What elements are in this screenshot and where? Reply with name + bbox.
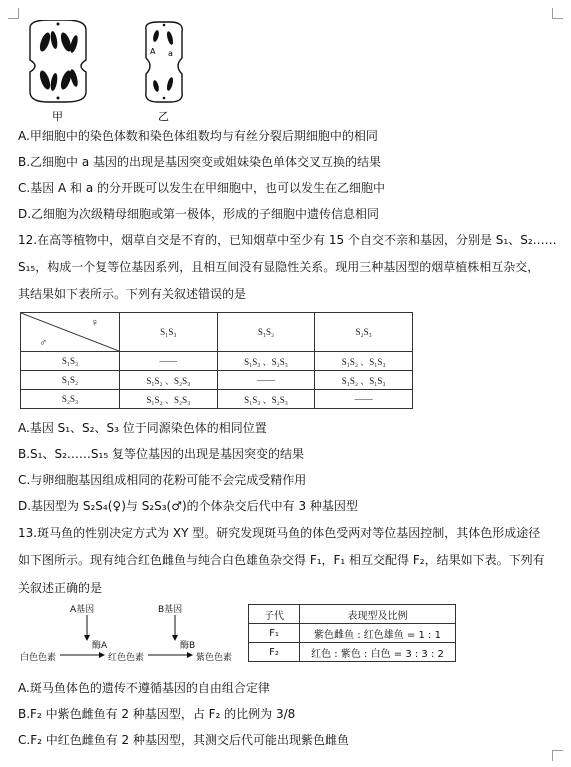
row-header: S₂S₃ — [21, 390, 120, 409]
label-jia: 甲 — [52, 110, 63, 123]
label-yi: 乙 — [158, 110, 169, 123]
table-row — [249, 643, 456, 662]
female-symbol: ♀ — [90, 317, 99, 329]
generation-cell: F₂ — [249, 643, 300, 662]
q12-option-d: D.基因型为 S₂S₄(♀)与 S₂S₃(♂)的个体杂交后代中有 3 种基因型 — [18, 499, 358, 513]
q12-stem-line-1: 12.在高等植物中，烟草自交是不育的，已知烟草中至少有 15 个自交不亲和基因，分别是 S₁、S₂…… — [18, 233, 557, 247]
q13-option-c: C.F₂ 中红色雌鱼有 2 种基因型，其测交后代可能出现紫色雌鱼 — [18, 733, 349, 747]
purple-pigment-label: 紫色色素 — [196, 653, 233, 663]
red-pigment-label: 红色色素 — [108, 653, 145, 663]
cell-yi — [146, 22, 183, 102]
table-corner-cell — [21, 313, 120, 352]
q13-stem-line-2: 如下图所示。现有纯合红色雌鱼与纯合白色雄鱼杂交得 F₁，F₁ 相互交配得 F₂，结果如下表。下列有 — [18, 553, 545, 567]
crop-mark-bottom-right — [552, 750, 563, 761]
gene-label-A: A — [150, 47, 156, 56]
table-cell: S₁S₂ 、S₂S₃ — [120, 371, 218, 390]
q13-option-a: A.斑马鱼体色的遗传不遵循基因的自由组合定律 — [18, 681, 270, 695]
table-row — [249, 624, 456, 643]
pathway-arrows — [18, 600, 243, 670]
q12-option-b: B.S₁、S₂……S₁₅ 复等位基因的出现是基因突变的结果 — [18, 447, 304, 461]
q12-stem-line-2: S₁₅，构成一个复等位基因系列，且相互间没有显隐性关系。现用三种基因型的烟草植株相互杂交， — [18, 260, 540, 274]
genotype-cross-table — [20, 312, 413, 409]
table-cell: S₁S₂ 、S₁S₃ — [315, 352, 413, 371]
table-cell: S₁S₃ 、S₂S₃ — [217, 390, 315, 409]
cell-division-figure — [18, 20, 218, 130]
table-row — [21, 390, 413, 409]
row-header: S₁S₂ — [21, 371, 120, 390]
enzyme-b-label: 酶B — [180, 641, 196, 651]
pigment-pathway-diagram — [18, 600, 243, 670]
crop-mark-top-left — [8, 8, 19, 19]
result-cell: 紫色雌鱼 : 红色雄鱼 = 1 : 1 — [300, 624, 456, 643]
table-cell: —— — [315, 390, 413, 409]
table-cell: —— — [120, 352, 218, 371]
q12-stem-line-3: 其结果如下表所示。下列有关叙述错误的是 — [18, 287, 247, 301]
table-cell: S₁S₂ 、S₁S₃ — [315, 371, 413, 390]
male-symbol: ♂ — [39, 337, 48, 349]
crop-mark-top-right — [552, 8, 563, 19]
table-row — [21, 352, 413, 371]
q11-option-a: A.甲细胞中的染色体数和染色体组数均与有丝分裂后期细胞中的相同 — [18, 129, 378, 143]
table-cell: —— — [217, 371, 315, 390]
table-row — [21, 371, 413, 390]
q11-option-c: C.基因 A 和 a 的分开既可以发生在甲细胞中，也可以发生在乙细胞中 — [18, 181, 386, 195]
q12-option-c: C.与卵细胞基因组成相同的花粉可能不会完成受精作用 — [18, 473, 307, 487]
col-header: S₁S₂ — [217, 313, 315, 352]
result-cell: 红色 : 紫色 : 白色 = 3 : 3 : 2 — [300, 643, 456, 662]
offspring-result-table — [248, 604, 456, 662]
cell-jia — [30, 20, 86, 102]
gene-a-label: A基因 — [70, 605, 95, 615]
gene-b-label: B基因 — [158, 605, 183, 615]
q13-stem-line-1: 13.斑马鱼的性别决定方式为 XY 型。研究发现斑马鱼的体色受两对等位基因控制，其体色形成途径 — [18, 526, 541, 540]
table-cell: S₁S₂ 、S₂S₃ — [120, 390, 218, 409]
enzyme-a-label: 酶A — [92, 641, 108, 651]
q13-stem-line-3: 关叙述正确的是 — [18, 581, 103, 595]
head-generation: 子代 — [249, 605, 300, 624]
gene-label-a: a — [168, 49, 173, 58]
q11-option-b: B.乙细胞中 a 基因的出现是基因突变或姐妹染色单体交叉互换的结果 — [18, 155, 382, 169]
table-cell: S₁S₃ 、S₂S₃ — [217, 352, 315, 371]
q13-option-b: B.F₂ 中紫色雌鱼有 2 种基因型，占 F₂ 的比例为 3/8 — [18, 707, 296, 721]
generation-cell: F₁ — [249, 624, 300, 643]
head-result: 表现型及比例 — [300, 605, 456, 624]
row-header: S₁S₃ — [21, 352, 120, 371]
col-header: S₁S₃ — [120, 313, 218, 352]
col-header: S₂S₃ — [315, 313, 413, 352]
q12-option-a: A.基因 S₁、S₂、S₃ 位于同源染色体的相同位置 — [18, 421, 267, 435]
q11-option-d: D.乙细胞为次级精母细胞或第一极体，形成的子细胞中遗传信息相同 — [18, 207, 380, 221]
white-pigment-label: 白色色素 — [20, 653, 57, 663]
